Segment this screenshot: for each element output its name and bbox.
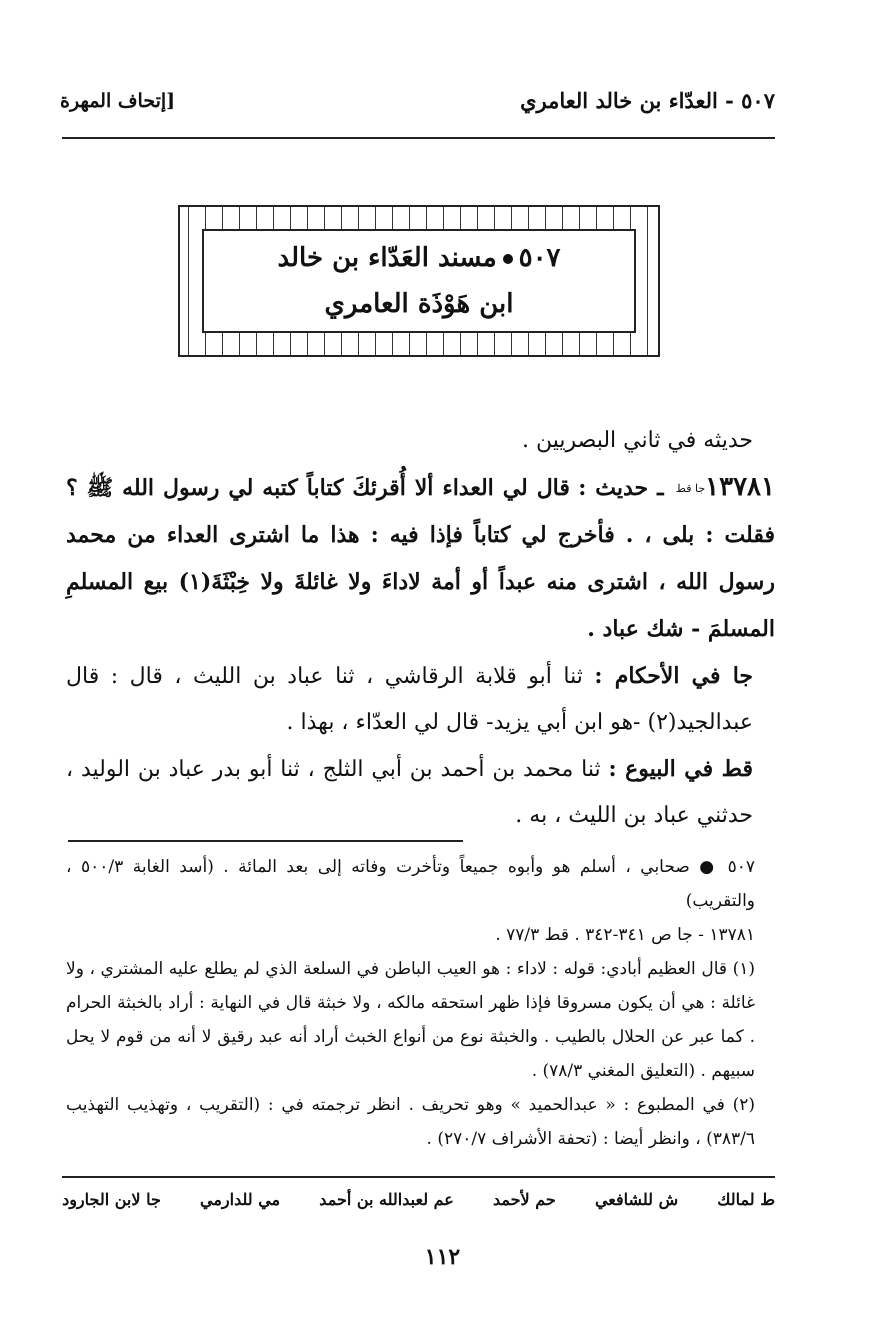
hadith-paragraph: [66, 464, 775, 653]
isnad-1-label: جا في الأحكام :: [594, 663, 753, 689]
sigla-item: حم لأحمد: [493, 1190, 556, 1209]
footnote-rule: [68, 840, 463, 842]
running-header: [60, 88, 775, 113]
main-text: [66, 418, 775, 839]
header-rule: [62, 137, 775, 139]
sigla-item: ش للشافعي: [594, 1190, 679, 1209]
musnad-number: ٥٠٧: [518, 243, 561, 273]
hadith-label: ـ حديث :: [578, 475, 664, 501]
sigla-rule: [62, 1176, 775, 1178]
hadith-text: قال لي العداء ألا أُقرئكَ كتاباً كتبه لي رسول الله ﷺ ؟ فقلت : بلى ، . فأخرج لي كتاباً فإذا فيه : هذا ما اشترى العداء من محمد رسول الله ، اشترى منه عبداً أو أمة لاداءَ ولا غائلةَ ولا خِبْثَةَ(١) بيع المسلمِ المسلمَ - شك عباد .: [66, 475, 775, 642]
title-frame-inner: [202, 229, 636, 333]
footnote-companion: ٥٠٧ ● صحابي ، أسلم هو وأبوه جميعاً وتأخرت وفاته إلى بعد المائة . (أسد الغابة ٥٠٠/٣ ، والتقريب): [66, 857, 756, 911]
footnote-reference: ١٣٧٨١ - جا ص ٣٤١-٣٤٢ . قط ٧٧/٣ .: [495, 925, 755, 945]
header-book-title: [إتحاف المهرة: [60, 89, 176, 112]
footnotes: [66, 850, 775, 1156]
intro-line: حديثه في ثاني البصريين .: [522, 428, 753, 453]
frame-title-line-1: [277, 235, 560, 281]
page-number: ١١٢: [424, 1244, 461, 1270]
sigla-item: ط لمالك: [717, 1190, 775, 1209]
musnad-title: مسند العَدّاء بن خالد: [277, 243, 497, 273]
isnad-2-label: قط في البيوع :: [608, 756, 754, 782]
header-chapter-title: ٥٠٧ - العدّاء بن خالد العامري: [520, 88, 775, 113]
isnad-paragraph-2: [66, 746, 775, 839]
sigla-item: جا لابن الجارود: [62, 1190, 161, 1209]
hadith-number: ١٣٧٨١: [705, 472, 775, 502]
footnote-1: (١) قال العظيم أبادي: قوله : لاداء : هو العيب الباطن في السلعة الذي لم يطلع عليه المشتري ، ولا غائلة : هي أن يكون مسروقا فإذا ظهر استحقه مالكه ، ولا خبثة قال في النهاية : أراد بالخبثة الحرام . كما عبر عن الحلال بالطيب . والخبثة نوع من أنواع الخبث أراد أنه عبد رقيق لا أنه من قوم لا يحل سبيهم . (التعليق المغني ٧٨/٣) .: [66, 959, 755, 1081]
sigla-legend: [62, 1190, 775, 1209]
isnad-1-text: ثنا أبو قلابة الرقاشي ، ثنا عباد بن الليث ، قال : قال عبدالجيد(٢) -هو ابن أبي يزيد- قال لي العدّاء ، بهذا .: [66, 664, 753, 735]
ornamental-title-frame: [178, 205, 660, 357]
sigla-item: مي للدارمي: [200, 1190, 281, 1209]
frame-title-line-2: ابن هَوْذَة العامري: [324, 289, 514, 319]
footnote-2: (٢) في المطبوع : « عبدالحميد » وهو تحريف . انظر ترجمته في : (التقريب ، وتهذيب التهذيب ٣٨٣/٦) ، وانظر أيضا : (تحفة الأشراف ٢٧٠/٧) .: [66, 1095, 755, 1149]
isnad-2-text: ثنا محمد بن أحمد بن أبي الثلج ، ثنا أبو بدر عباد بن الوليد ، حدثني عباد بن الليث ، به .: [66, 757, 753, 828]
bullet-icon: [503, 254, 513, 264]
sigla-item: عم لعبدالله بن أحمد: [319, 1190, 454, 1209]
isnad-paragraph-1: [66, 653, 775, 746]
hadith-source-marks: جا قط: [675, 482, 706, 495]
